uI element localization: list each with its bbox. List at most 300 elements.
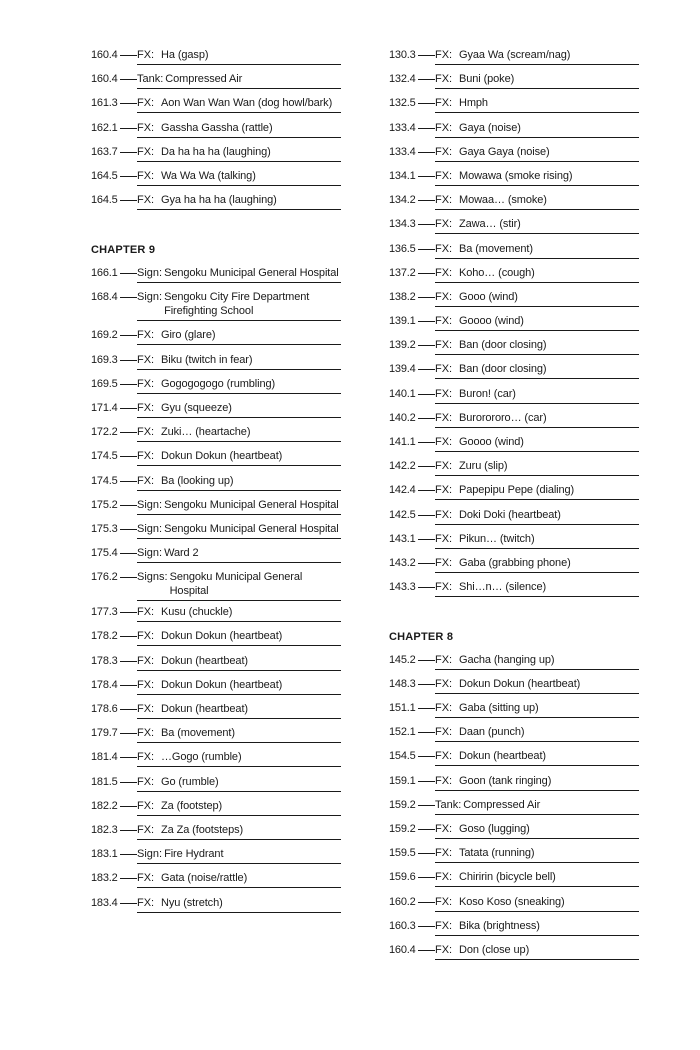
entry-body [137,867,341,888]
entry-type-label: FX: [435,943,453,956]
leader-line [418,103,435,104]
chapter-heading: CHAPTER 9 [91,243,156,256]
leader-line [120,854,137,855]
list-item [91,819,341,843]
list-item [389,770,639,794]
page-panel-number: 160.3 [389,919,416,932]
list-item [389,383,639,407]
entry-body [137,518,341,539]
page-panel-number: 179.7 [91,727,118,740]
entry-translation: Papepipu Pepe (dialing) [459,484,575,497]
list-item [91,349,341,373]
page-panel-number: 175.4 [91,547,118,560]
entry-translation: Don (close up) [459,943,530,956]
entry-body [137,349,341,370]
entry-body [137,819,341,840]
entry-translation: Koho… (cough) [459,266,535,279]
entry-type-label: FX: [137,450,155,463]
entry-type-label: FX: [435,895,453,908]
entry-body [435,383,639,404]
list-item [91,698,341,722]
entry-body [435,842,639,863]
leader-line [120,577,137,578]
leader-line [418,369,435,370]
leader-line [418,79,435,80]
leader-line [418,950,435,951]
entry-type-label: FX: [435,484,453,497]
list-item [389,358,639,382]
list-item [91,117,341,141]
list-item [389,238,639,262]
page-panel-number: 138.2 [389,290,416,303]
entry-type-label: FX: [137,145,155,158]
entry-body [137,650,341,671]
leader-line [418,345,435,346]
list-item [91,650,341,674]
leader-line [120,152,137,153]
leader-line [418,418,435,419]
list-item [389,915,639,939]
page-panel-number: 172.2 [91,426,118,439]
entry-type-label: Tank: [435,798,462,811]
leader-line [120,408,137,409]
leader-line [418,224,435,225]
leader-line [418,128,435,129]
entry-body [137,373,341,394]
entry-type-label: FX: [137,49,155,61]
list-item [91,518,341,542]
entry-body [435,818,639,839]
entry-body [435,552,639,573]
leader-line [120,782,137,783]
entry-type-label: FX: [137,678,155,691]
leader-line [120,612,137,613]
leader-line [418,539,435,540]
list-item [91,421,341,445]
leader-line [120,878,137,879]
entry-type-label: FX: [137,703,155,715]
leader-line [120,806,137,807]
entry-translation: Chiririn (bicycle bell) [459,871,556,884]
entry-type-label: FX: [435,508,453,521]
entry-body [435,891,639,912]
page-panel-number: 175.2 [91,498,118,511]
list-item [91,92,341,116]
entry-body [137,44,341,65]
entry-translation: Mowawa (smoke rising) [459,169,573,182]
page-panel-number: 178.4 [91,678,118,691]
entry-type-label: FX: [435,315,453,328]
leader-line [120,335,137,336]
leader-line [418,563,435,564]
list-item [91,262,341,286]
entry-type-label: FX: [435,73,453,86]
right-pre-entries [389,44,639,600]
leader-line [418,829,435,830]
entry-translation: Ba (movement) [459,242,533,255]
list-item [91,542,341,566]
entry-body [435,697,639,718]
left-column [91,44,341,916]
left-pre-entries [91,44,341,213]
entry-type-label: FX: [435,581,453,594]
list-item [91,892,341,916]
entry-translation: Mowaa… (smoke) [459,194,547,207]
entry-translation: Compressed Air [165,73,243,86]
list-item [91,324,341,348]
entry-body [137,566,341,601]
page-panel-number: 132.4 [389,73,416,86]
list-item [91,445,341,469]
entry-type-label: FX: [435,460,453,473]
entry-body [435,68,639,89]
leader-line [120,553,137,554]
entry-translation: Ward 2 [164,547,199,560]
leader-line [120,636,137,637]
entry-type-label: FX: [435,702,453,715]
leader-line [418,394,435,395]
page-panel-number: 163.7 [91,145,118,158]
entry-body [137,286,341,321]
entry-translation: Goooo (wind) [459,315,524,328]
entry-translation: Compressed Air [463,798,541,811]
entry-type-label: Signs: [137,571,168,584]
entry-type-label: FX: [137,377,155,390]
entry-body [435,431,639,452]
chapter-heading: CHAPTER 8 [389,630,454,643]
leader-line [120,661,137,662]
entry-type-label: FX: [137,630,155,643]
list-item [389,891,639,915]
page-panel-number: 177.3 [91,606,118,619]
page-panel-number: 181.5 [91,775,118,788]
leader-line [120,529,137,530]
leader-line [120,297,137,298]
entry-body [435,866,639,887]
page-panel-number: 181.4 [91,751,118,764]
list-item [389,189,639,213]
leader-line [120,685,137,686]
entry-body [435,262,639,283]
page-panel-number: 133.4 [389,145,416,158]
entry-type-label: FX: [137,823,155,836]
leader-line [418,902,435,903]
entry-body [137,141,341,162]
leader-line [418,805,435,806]
page-panel-number: 164.5 [91,169,118,182]
entry-type-label: FX: [435,387,453,400]
leader-line [120,830,137,831]
entry-type-label: FX: [435,266,453,279]
list-item [389,649,639,673]
leader-line [418,660,435,661]
page-panel-number: 142.2 [389,460,416,473]
list-item [389,431,639,455]
entry-type-label: Sign: [137,522,163,535]
page-panel-number: 143.1 [389,532,416,545]
entry-type-label: FX: [435,218,453,231]
entry-type-label: FX: [137,97,155,110]
entry-translation: Hmph [459,97,488,110]
page-panel-number: 140.2 [389,411,416,424]
entry-translation: Tatata (running) [459,847,535,860]
leader-line [418,321,435,322]
page-panel-number: 166.1 [91,266,118,279]
entry-translation: Shi…n… (silence) [459,581,547,594]
leader-line [120,481,137,482]
list-item [91,625,341,649]
leader-line [418,273,435,274]
entry-type-label: Sign: [137,547,163,560]
leader-line [120,505,137,506]
entry-type-label: FX: [435,339,453,352]
entry-body [137,397,341,418]
entry-translation: Za (footstep) [161,799,223,812]
entry-body [435,189,639,210]
entry-body [435,238,639,259]
entry-body [137,189,341,210]
entry-translation: Goso (lugging) [459,823,530,835]
list-item [389,44,639,68]
page-panel-number: 164.5 [91,194,118,207]
entry-type-label: Sign: [137,498,163,511]
entry-translation: Sengoku Municipal General Hospital [164,522,339,535]
entry-translation: Aon Wan Wan Wan (dog howl/bark) [161,97,333,110]
leader-line [418,466,435,467]
list-item [91,795,341,819]
entry-type-label: FX: [137,474,155,487]
entry-type-label: FX: [435,726,453,739]
list-item [389,866,639,890]
list-item [91,165,341,189]
entry-body [137,117,341,138]
entry-translation: Buron! (car) [459,387,516,400]
entry-translation: Go (rumble) [161,775,219,788]
page-panel-number: 134.2 [389,194,416,207]
entry-translation: Giro (glare) [161,329,216,342]
entry-body [435,455,639,476]
list-item [389,673,639,697]
entry-body [435,141,639,162]
leader-line [120,79,137,80]
leader-line [120,176,137,177]
entry-body [435,721,639,742]
page-panel-number: 139.1 [389,315,416,328]
page-panel-number: 178.6 [91,703,118,715]
entry-type-label: FX: [435,847,453,860]
list-item [91,494,341,518]
entry-body [137,445,341,466]
entry-type-label: Sign: [137,848,163,861]
leader-line [120,432,137,433]
entry-translation: Ba (looking up) [161,474,234,487]
list-item [389,286,639,310]
page-panel-number: 136.5 [389,242,416,255]
leader-line [418,781,435,782]
leader-line [418,515,435,516]
page-panel-number: 130.3 [389,49,416,61]
page-panel-number: 178.2 [91,630,118,643]
entry-type-label: FX: [137,654,155,667]
page-panel-number: 161.3 [91,97,118,110]
entry-translation: Buni (poke) [459,73,515,86]
entry-body [435,407,639,428]
list-item [389,697,639,721]
entry-translation: Fire Hydrant [164,848,224,861]
leader-line [418,587,435,588]
list-item [91,373,341,397]
leader-line [120,103,137,104]
entry-translation: Dokun Dokun (heartbeat) [459,677,581,690]
entry-translation: Koso Koso (sneaking) [459,895,565,908]
entry-translation: Dokun (heartbeat) [161,654,248,667]
leader-line [120,273,137,274]
page-panel-number: 142.4 [389,484,416,497]
entry-body [435,310,639,331]
list-item [389,794,639,818]
entry-translation: Gaya (noise) [459,121,521,134]
entry-type-label: FX: [435,145,453,158]
entry-type-label: FX: [435,653,453,666]
list-item [389,455,639,479]
leader-line [120,456,137,457]
page-panel-number: 182.3 [91,823,118,836]
entry-body [137,722,341,743]
page-panel-number: 159.2 [389,798,416,811]
page-panel-number: 162.1 [91,121,118,134]
page-panel-number: 152.1 [389,726,416,739]
leader-line [418,152,435,153]
leader-line [418,176,435,177]
leader-line [418,926,435,927]
entry-translation: Dokun (heartbeat) [161,703,248,715]
leader-line [418,732,435,733]
entry-type-label: FX: [435,97,453,110]
leader-line [120,360,137,361]
entry-type-label: FX: [137,751,155,764]
entry-type-label: FX: [435,169,453,182]
page-panel-number: 183.4 [91,896,118,909]
leader-line [418,249,435,250]
page-panel-number: 143.2 [389,556,416,569]
list-item [389,213,639,237]
leader-line [418,490,435,491]
entry-translation: Nyu (stretch) [161,896,223,909]
entry-type-label: Sign: [137,266,163,279]
list-item [389,939,639,963]
page-panel-number: 183.1 [91,848,118,861]
page-panel-number: 168.4 [91,290,118,303]
page-panel-number: 160.4 [91,49,118,61]
left-chapter-entries [91,262,341,916]
entry-body [137,470,341,491]
page-panel-number: 145.2 [389,653,416,666]
entry-body [435,479,639,500]
list-item [91,674,341,698]
entry-type-label: FX: [435,194,453,207]
entry-body [435,794,639,815]
entry-type-label: FX: [137,799,155,812]
list-item [389,407,639,431]
page-panel-number: 141.1 [389,436,416,448]
entry-type-label: FX: [435,532,453,545]
page-panel-number: 159.1 [389,774,416,787]
entry-translation: Gaya Gaya (noise) [459,145,550,158]
entry-translation: Gyaa Wa (scream/nag) [459,49,571,61]
page-panel-number: 143.3 [389,581,416,594]
entry-translation: Gyu (squeeze) [161,401,232,414]
entry-body [137,625,341,646]
entry-translation: Sengoku City Fire Department Firefighting School [164,290,310,317]
entry-body [435,915,639,936]
leader-line [120,384,137,385]
entry-translation: Bika (brightness) [459,919,540,932]
entry-type-label: FX: [137,353,155,366]
entry-translation: Goon (tank ringing) [459,774,552,787]
list-item [389,552,639,576]
entry-translation: Gooo (wind) [459,290,518,303]
entry-type-label: FX: [137,169,155,182]
page-panel-number: 178.3 [91,654,118,667]
entry-body [435,939,639,960]
entry-type-label: FX: [435,871,453,884]
entry-type-label: FX: [435,49,453,61]
list-item [91,746,341,770]
list-item [91,189,341,213]
entry-translation: Ban (door closing) [459,363,547,376]
entry-translation: Gacha (hanging up) [459,653,555,666]
page-panel-number: 137.2 [389,266,416,279]
page-panel-number: 134.3 [389,218,416,231]
entry-body [137,68,341,89]
list-item [389,141,639,165]
list-item [91,44,341,68]
entry-body [435,286,639,307]
page-panel-number: 160.2 [389,895,416,908]
entry-body [137,92,341,113]
entry-translation: Gata (noise/rattle) [161,872,248,885]
entry-type-label: FX: [435,823,453,835]
right-chapter-entries [389,649,639,963]
entry-translation: Burorororo… (car) [459,411,547,424]
entry-type-label: FX: [137,401,155,414]
list-item [91,566,341,601]
list-item [91,722,341,746]
entry-body [137,421,341,442]
page-panel-number: 154.5 [389,750,416,763]
entry-body [137,262,341,283]
list-item [389,818,639,842]
page-panel-number: 159.2 [389,823,416,835]
entry-translation: Dokun Dokun (heartbeat) [161,450,283,463]
list-item [389,721,639,745]
entry-body [137,843,341,864]
entry-translation: Daan (punch) [459,726,525,739]
leader-line [120,55,137,56]
leader-line [418,55,435,56]
page-panel-number: 182.2 [91,799,118,812]
entry-type-label: FX: [435,556,453,569]
entry-translation: Za Za (footsteps) [161,823,244,836]
entry-type-label: FX: [137,775,155,788]
list-item [389,165,639,189]
entry-translation: Sengoku Municipal General Hospital [169,571,303,598]
page-panel-number: 176.2 [91,571,118,584]
leader-line [418,708,435,709]
list-item [91,141,341,165]
leader-line [120,757,137,758]
entry-body [435,745,639,766]
